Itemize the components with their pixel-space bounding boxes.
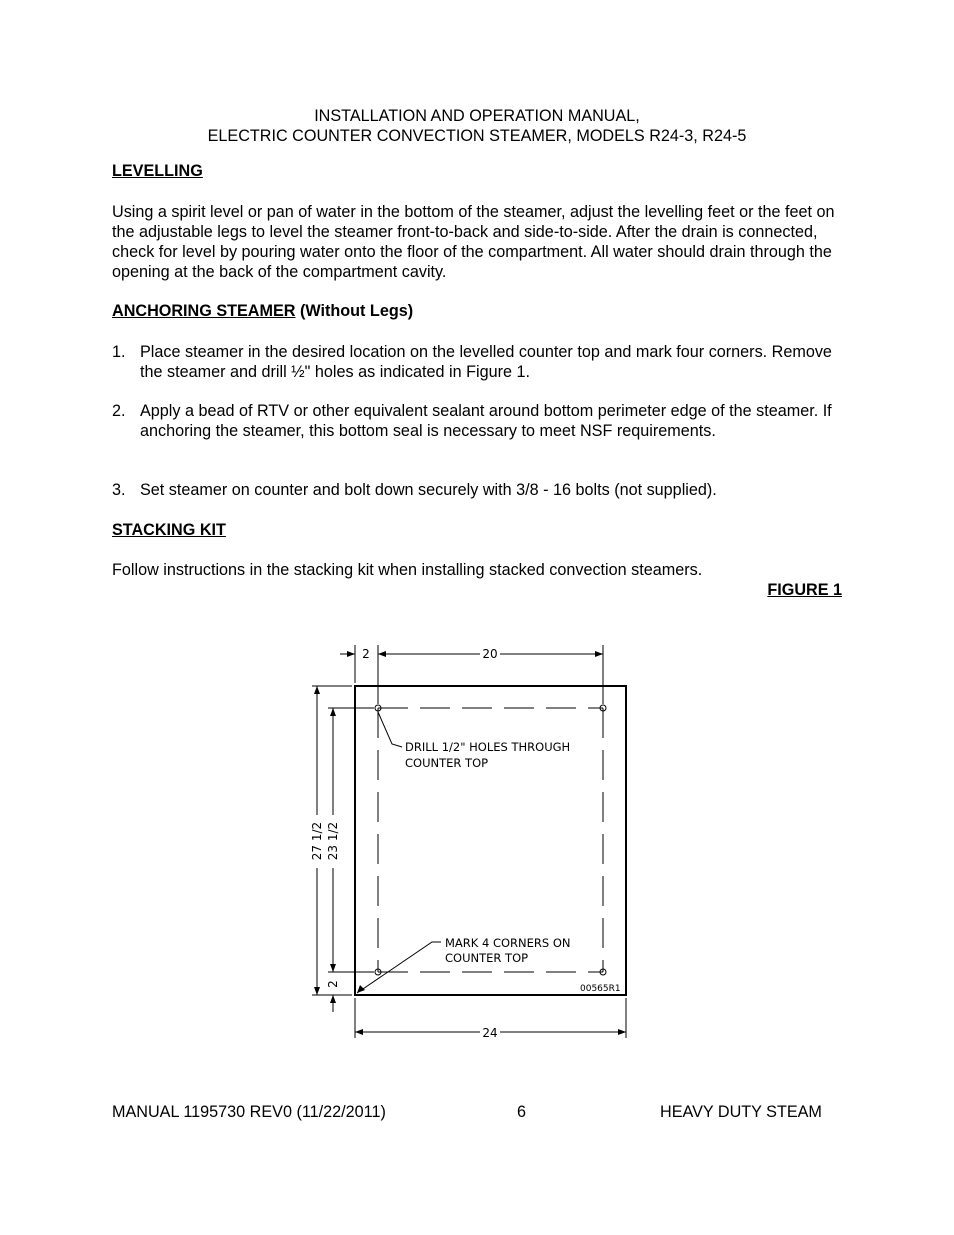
dim-left-bottom-text: 2: [326, 980, 340, 988]
footer-brand: HEAVY DUTY STEAM: [660, 1103, 822, 1121]
list-item-number: 3.: [112, 481, 126, 499]
anchoring-heading-title: ANCHORING STEAMER: [112, 302, 296, 320]
drawing-code: 00565R1: [580, 984, 621, 994]
header-line-1: INSTALLATION AND OPERATION MANUAL,: [314, 107, 640, 125]
list-item-number: 1.: [112, 343, 126, 361]
list-item-text: Apply a bead of RTV or other equivalent sealant around bottom perimeter edge of the steamer. If anchoring the steamer, this bottom seal is necessary to meet NSF requirements.: [140, 402, 832, 440]
list-item-text: Place steamer in the desired location on the levelled counter top and mark four corners. Remove the steamer and drill ½" holes as indicated in Figure 1.: [140, 343, 832, 381]
anchoring-heading-suffix: (Without Legs): [295, 302, 414, 320]
stacking-paragraph: Follow instructions in the stacking kit when installing stacked convection steamers.: [112, 561, 703, 579]
header-line-2: ELECTRIC COUNTER CONVECTION STEAMER, MODELS R24-3, R24-5: [207, 127, 747, 145]
list-item-number: 2.: [112, 402, 126, 420]
leader-mark: [357, 942, 441, 993]
footer-manual: MANUAL 1195730 REV0 (11/22/2011): [112, 1103, 386, 1121]
levelling-paragraph: Using a spirit level or pan of water in the bottom of the steamer, adjust the levelling feet or the feet on the adjustable legs to level the steamer front-to-back and side-to-side. After the drain is connected, check for level by pouring water onto the floor of the compartment. All water should drain through the opening at the back of the compartment cavity.: [112, 203, 835, 281]
note-drill-line-1: DRILL 1/2" HOLES THROUGH: [405, 740, 571, 754]
dim-bottom-text: 24: [482, 1026, 498, 1040]
stacking-heading: STACKING KIT: [112, 521, 226, 539]
footer-page-number: 6: [517, 1103, 527, 1121]
dim-left-inner-text: 23 1/2: [326, 821, 340, 861]
levelling-heading: LEVELLING: [112, 162, 203, 180]
dim-top-main-text: 20: [482, 647, 498, 661]
note-mark-line-2: COUNTER TOP: [445, 951, 529, 965]
figure-label: FIGURE 1: [767, 581, 842, 599]
note-drill-line-2: COUNTER TOP: [405, 756, 489, 770]
list-item-text: Set steamer on counter and bolt down securely with 3/8 - 16 bolts (not supplied).: [140, 481, 717, 499]
dim-left-outer-text: 27 1/2: [310, 821, 324, 861]
leader-drill: [378, 712, 402, 747]
dim-top-left-text: 2: [362, 647, 370, 661]
note-mark-line-1: MARK 4 CORNERS ON: [445, 936, 571, 950]
